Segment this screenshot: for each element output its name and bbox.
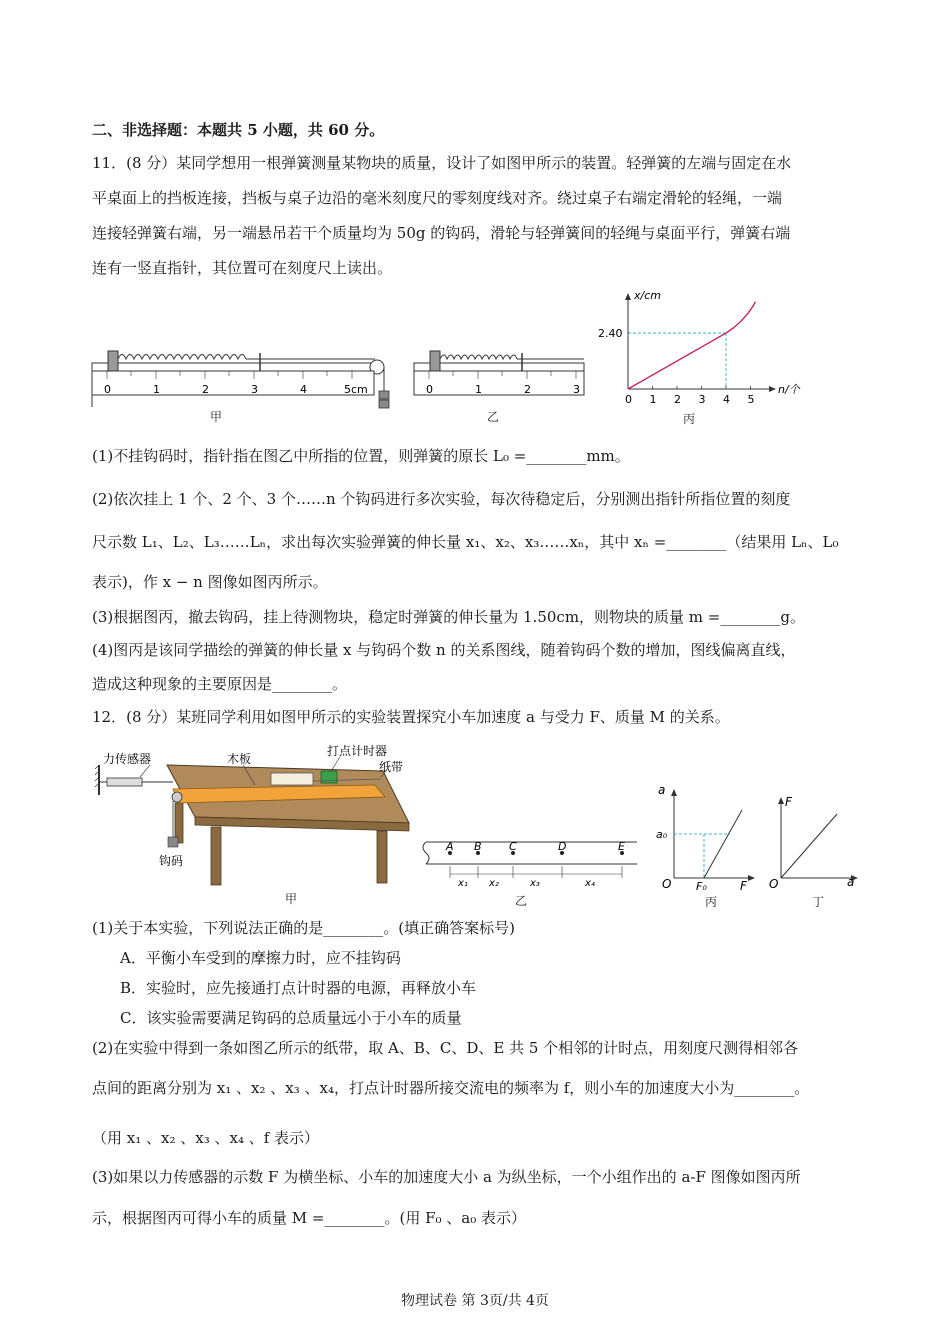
tape-gap-x3: x₃: [530, 878, 540, 889]
label-tape: 纸带: [379, 760, 404, 774]
q11-caption-jia: 甲: [210, 410, 223, 424]
q11-figure-jia: [90, 345, 400, 420]
ruler-tick-4: 4: [300, 383, 307, 396]
q11-part2-line3: 表示)，作 x − n 图像如图丙所示。: [92, 573, 328, 591]
tape-gap-x1: x₁: [458, 878, 468, 889]
q12-option-B: B．实验时，应先接通打点计时器的电源，再释放小车: [120, 979, 477, 997]
ding-xlabel: a: [847, 875, 855, 889]
q11-intro-line-4: 连有一竖直指针，其位置可在刻度尺上读出。: [92, 259, 393, 277]
q12-figure-ding: [765, 790, 865, 890]
x-tick-label-2: 2: [674, 393, 681, 406]
q11-figure-yi: [412, 345, 587, 405]
chart-xlabel: n/个: [778, 383, 800, 396]
chart-ylabel: x/cm: [634, 289, 661, 302]
x-tick-label-5: 5: [747, 393, 755, 406]
q12-intro: 12．(8 分）某班同学利用如图甲所示的实验装置探究小车加速度 a 与受力 F、质量 M 的关系。: [92, 708, 730, 726]
q11-caption-bing: 丙: [683, 412, 696, 426]
label-force-sensor: 力传感器: [103, 752, 152, 766]
q12-figure-bing: [650, 780, 760, 893]
q11-part2-line1: (2)依次挂上 1 个、2 个、3 个……n 个钩码进行多次实验，每次待稳定后，分别测出指针所指位置的刻度: [92, 490, 791, 508]
x-tick-label-4: 4: [723, 393, 730, 406]
q11-caption-yi: 乙: [487, 410, 500, 424]
q12-part3-line2: 示，根据图丙可得小车的质量 M =________。(用 F₀ 、a₀ 表示）: [92, 1209, 526, 1227]
tape-point-D: D: [558, 840, 567, 853]
ruler-tick-1: 1: [153, 383, 160, 396]
q12-figure-jia: [95, 745, 415, 895]
y-tick-label-0: 2.40: [598, 327, 623, 341]
ruler-yi-tick-3: 3: [573, 383, 580, 396]
ruler-yi-tick-0: 0: [426, 383, 433, 396]
label-timer: 打点计时器: [327, 744, 388, 758]
page-footer: 物理试卷 第 3页/共 4页: [401, 1293, 549, 1309]
x-tick-label-1: 1: [649, 393, 657, 406]
q12-caption-ding: 丁: [812, 895, 825, 909]
q11-part2-line2: 尺示数 L₁、L₂、L₃……Lₙ，求出每次实验弹簧的伸长量 x₁、x₂、x₃……xₙ，其中 xₙ =________（结果用 Lₙ、L₀: [92, 533, 839, 551]
x-axis-arrow: [769, 386, 776, 392]
ruler-yi-tick-1: 1: [475, 383, 482, 396]
q12-figure-yi: [422, 838, 642, 898]
q12-option-A: A．平衡小车受到的摩擦力时，应不挂钩码: [120, 949, 401, 967]
y-axis-arrow: [625, 293, 631, 300]
tape-gap-x4: x₄: [585, 878, 595, 889]
q11-part4-line2: 造成这种现象的主要原因是________。: [92, 675, 348, 693]
bing-a0: a₀: [656, 828, 668, 841]
ruler-yi-tick-2: 2: [524, 383, 531, 396]
q12-caption-jia: 甲: [285, 892, 298, 906]
bing-xlabel: F: [740, 879, 747, 893]
q11-chart-bing: [590, 285, 810, 415]
bing-ylabel: a: [658, 783, 666, 797]
tape-point-E: E: [618, 840, 625, 853]
tape-point-A: A: [446, 840, 454, 853]
ruler-tick-5: 5cm: [344, 383, 368, 396]
q11-part3: (3)根据图丙，撤去钩码，挂上待测物块，稳定时弹簧的伸长量为 1.50cm，则物块的质量 m =________g。: [92, 608, 805, 626]
q12-part2-line3: （用 x₁ 、x₂ 、x₃ 、x₄ 、f 表示）: [92, 1129, 320, 1147]
ruler-tick-3: 3: [251, 383, 258, 396]
ruler-tick-0: 0: [104, 383, 111, 396]
series-line: [628, 302, 755, 389]
x-tick-label-0: 0: [625, 393, 632, 406]
ticker-timer: [321, 771, 337, 783]
bing-origin: O: [662, 877, 672, 891]
hook-weights: [168, 837, 178, 847]
tape-gap-x2: x₂: [489, 878, 499, 889]
q11-intro-line-3: 连接轻弹簧右端，另一端悬吊若干个质量均为 50g 的钩码，滑轮与轻弹簧间的轻绳与桌面平行，弹簧右端: [92, 224, 791, 242]
q11-part1: (1)不挂钩码时，指针指在图乙中所指的位置，则弹簧的原长 L₀ =________mm。: [92, 447, 630, 465]
force-sensor: [107, 778, 142, 786]
section-title: 二、非选择题：本题共 5 小题，共 60 分。: [92, 121, 385, 139]
q12-part1: (1)关于本实验，下列说法正确的是________。(填正确答案标号): [92, 919, 515, 937]
q11-intro-line-2: 平桌面上的挡板连接，挡板与桌子边沿的毫米刻度尺的零刻度线对齐。绕过桌子右端定滑轮的轻绳，一端: [92, 189, 783, 207]
q12-part2-line1: (2)在实验中得到一条如图乙所示的纸带，取 A、B、C、D、E 共 5 个相邻的计时点，用刻度尺测得相邻各: [92, 1039, 799, 1057]
q12-part2-line2: 点间的距离分别为 x₁ 、x₂ 、x₃ 、x₄，打点计时器所接交流电的频率为 f，则小车的加速度大小为________。: [92, 1079, 810, 1097]
ding-ylabel: F: [785, 795, 792, 809]
x-tick-label-3: 3: [698, 393, 706, 406]
q11-part4-line1: (4)图丙是该同学描绘的弹簧的伸长量 x 与钩码个数 n 的关系图线，随着钩码个数的增加，图线偏离直线，: [92, 641, 796, 659]
ding-origin: O: [769, 877, 779, 891]
q12-caption-yi: 乙: [515, 894, 528, 908]
ruler-tick-2: 2: [202, 383, 209, 396]
cart: [271, 773, 313, 785]
q12-part3-line1: (3)如果以力传感器的示数 F 为横坐标、小车的加速度大小 a 为纵坐标，一个小组作出的 a-F 图像如图丙所: [92, 1168, 801, 1186]
q12-caption-bing: 丙: [705, 895, 718, 909]
label-weights: 钩码: [159, 854, 184, 868]
tape-point-B: B: [474, 840, 482, 853]
q11-intro-line-1: 11．(8 分）某同学想用一根弹簧测量某物块的质量，设计了如图甲所示的装置。轻弹簧的左端与固定在水: [92, 154, 792, 172]
label-board: 木板: [227, 752, 252, 766]
tape-point-C: C: [509, 840, 517, 853]
q12-option-C: C．该实验需要满足钩码的总质量远小于小车的质量: [120, 1009, 462, 1027]
bing-F0: F₀: [696, 880, 707, 893]
